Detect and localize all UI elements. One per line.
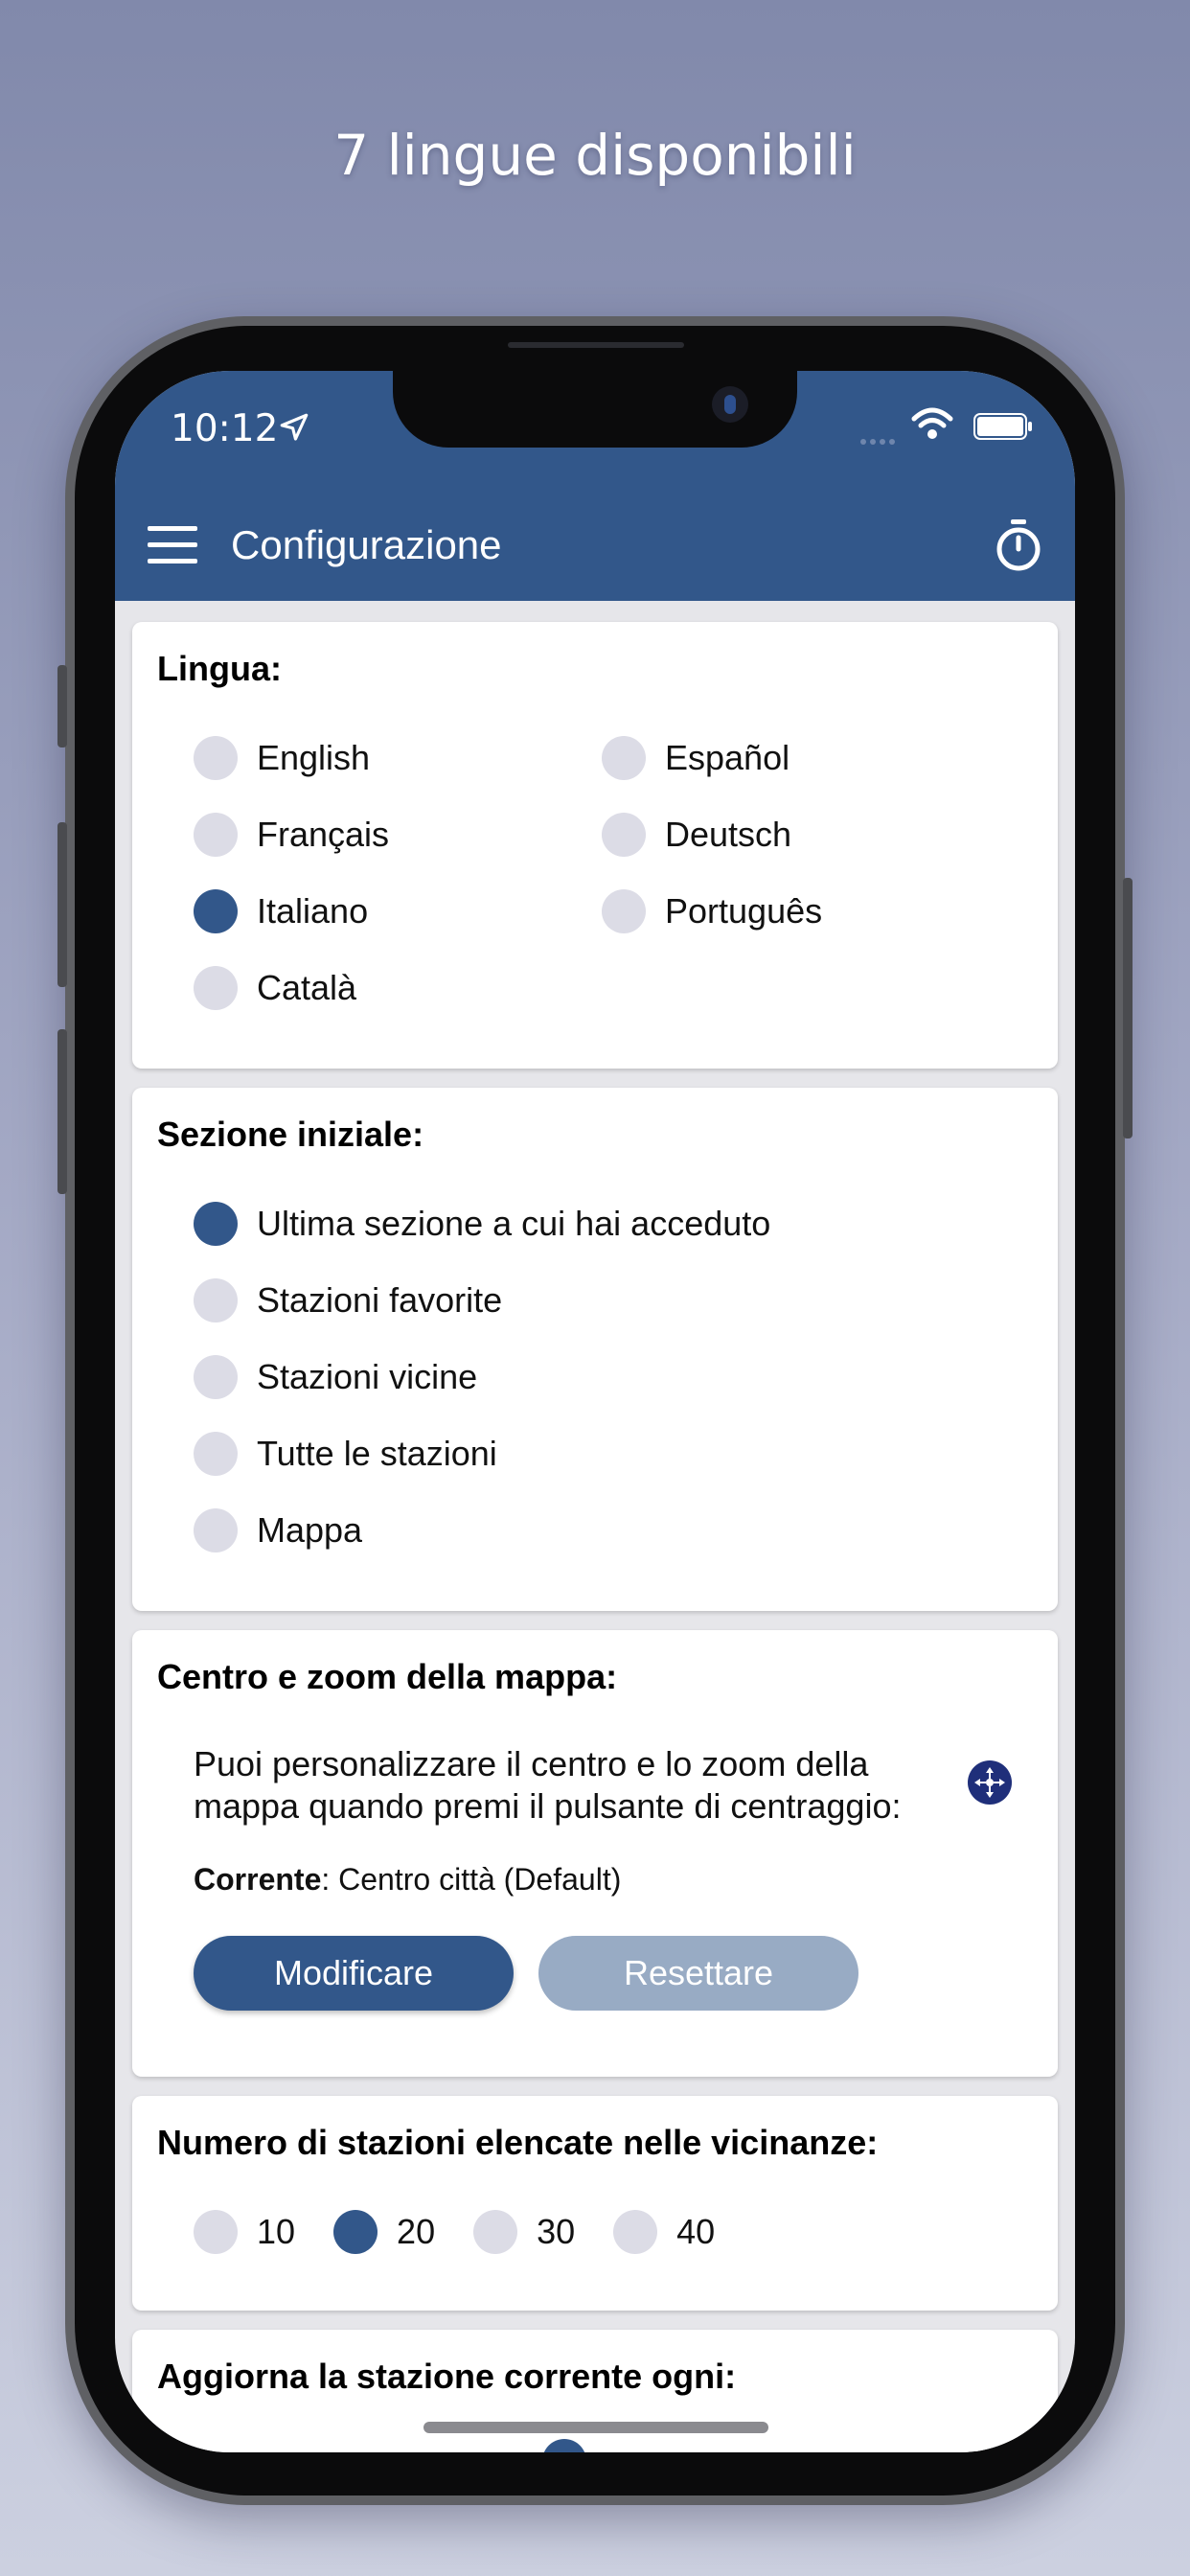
radio-button[interactable] [473,2210,517,2254]
map-center-card [132,1630,1058,2077]
nearby-count-title: Numero di stazioni elencate nelle vicinanze: [157,2123,879,2162]
language-option-portugues[interactable] [602,873,1010,950]
language-option-label: Deutsch [665,815,792,854]
start-option-label: Tutte le stazioni [257,1434,497,1473]
center-map-icon [968,1760,1012,1805]
status-time: 10:12 [171,407,279,450]
radio-button[interactable] [194,736,238,780]
radio-button[interactable] [194,813,238,857]
location-arrow-icon [278,411,310,444]
header [115,371,1075,601]
start-section-card [132,1088,1058,1611]
nearby-count-card [132,2096,1058,2311]
language-option-label: English [257,738,371,777]
nearby-option-20[interactable] [333,2194,435,2270]
radio-button[interactable] [194,1355,238,1399]
current-label: Corrente [194,1862,322,1897]
radio-button[interactable] [613,2210,657,2254]
battery-icon [973,413,1033,440]
map-center-title: Centro e zoom della mappa: [157,1657,618,1696]
language-card [132,622,1058,1069]
nearby-option-label: 20 [397,2212,436,2251]
menu-icon[interactable] [148,526,197,564]
language-option-francais[interactable] [194,796,602,873]
action-button [57,665,67,748]
nearby-option-40[interactable] [613,2194,715,2270]
phone-screen [115,371,1075,2452]
language-option-english[interactable] [194,720,602,796]
app-bar [115,494,1075,601]
nearby-option-label: 40 [676,2212,716,2251]
start-option-label: Ultima sezione a cui hai acceduto [257,1204,771,1243]
page-title: Configurazione [231,522,502,567]
radio-button[interactable] [602,889,646,933]
language-option-label: Português [665,891,823,931]
radio-button-selected[interactable] [542,2439,586,2452]
signal-icon [860,432,899,449]
start-option-label: Stazioni vicine [257,1357,478,1396]
start-option-nearby[interactable] [194,1339,1033,1415]
volume-up-button [57,822,67,987]
current-value: : Centro città (Default) [321,1862,622,1897]
nearby-option-10[interactable] [194,2194,295,2270]
radio-button[interactable] [194,966,238,1010]
map-center-description: Puoi personalizzare il centro e lo zoom della mappa quando premi il pulsante di centraggio: [194,1744,902,1826]
home-indicator [423,2422,768,2433]
language-option-deutsch[interactable] [602,796,1010,873]
nearby-option-label: 30 [537,2212,576,2251]
radio-button[interactable] [602,736,646,780]
language-option-espanol[interactable] [602,720,1010,796]
speaker-grille [508,342,684,348]
volume-down-button [57,1029,67,1194]
headline: 7 lingue disponibili [333,123,857,188]
start-option-map[interactable] [194,1492,1033,1569]
start-option-label: Stazioni favorite [257,1280,503,1320]
radio-button[interactable] [194,1278,238,1322]
language-option-label: Español [665,738,790,777]
radio-button[interactable] [194,1432,238,1476]
language-option-label: Français [257,815,390,854]
language-option-catala[interactable] [194,950,602,1026]
stopwatch-icon[interactable] [995,518,1042,572]
front-camera [712,386,748,423]
nearby-option-30[interactable] [473,2194,575,2270]
language-option-label: Italiano [257,891,369,931]
radio-button[interactable] [194,1508,238,1552]
notch [393,371,797,448]
refresh-card [132,2330,1058,2452]
refresh-title: Aggiorna la stazione corrente ogni: [157,2357,737,2396]
language-option-label: Català [257,968,357,1007]
radio-button-selected[interactable] [333,2210,378,2254]
language-option-italiano[interactable] [194,873,602,950]
settings-content [132,622,1058,2452]
power-button [1123,878,1133,1138]
modify-button[interactable]: Modificare [194,1936,514,2011]
start-option-last[interactable] [194,1185,1033,1262]
language-title: Lingua: [157,649,282,688]
wifi-icon [910,405,954,444]
radio-button[interactable] [194,2210,238,2254]
nearby-option-label: 10 [257,2212,296,2251]
radio-button[interactable] [602,813,646,857]
start-option-favorites[interactable] [194,1262,1033,1339]
radio-button-selected[interactable] [194,1202,238,1246]
start-section-title: Sezione iniziale: [157,1115,424,1154]
current-map-setting [157,1828,1033,1898]
radio-button-selected[interactable] [194,889,238,933]
start-option-label: Mappa [257,1510,363,1550]
start-option-all[interactable] [194,1415,1033,1492]
reset-button[interactable]: Resettare [538,1936,858,2011]
